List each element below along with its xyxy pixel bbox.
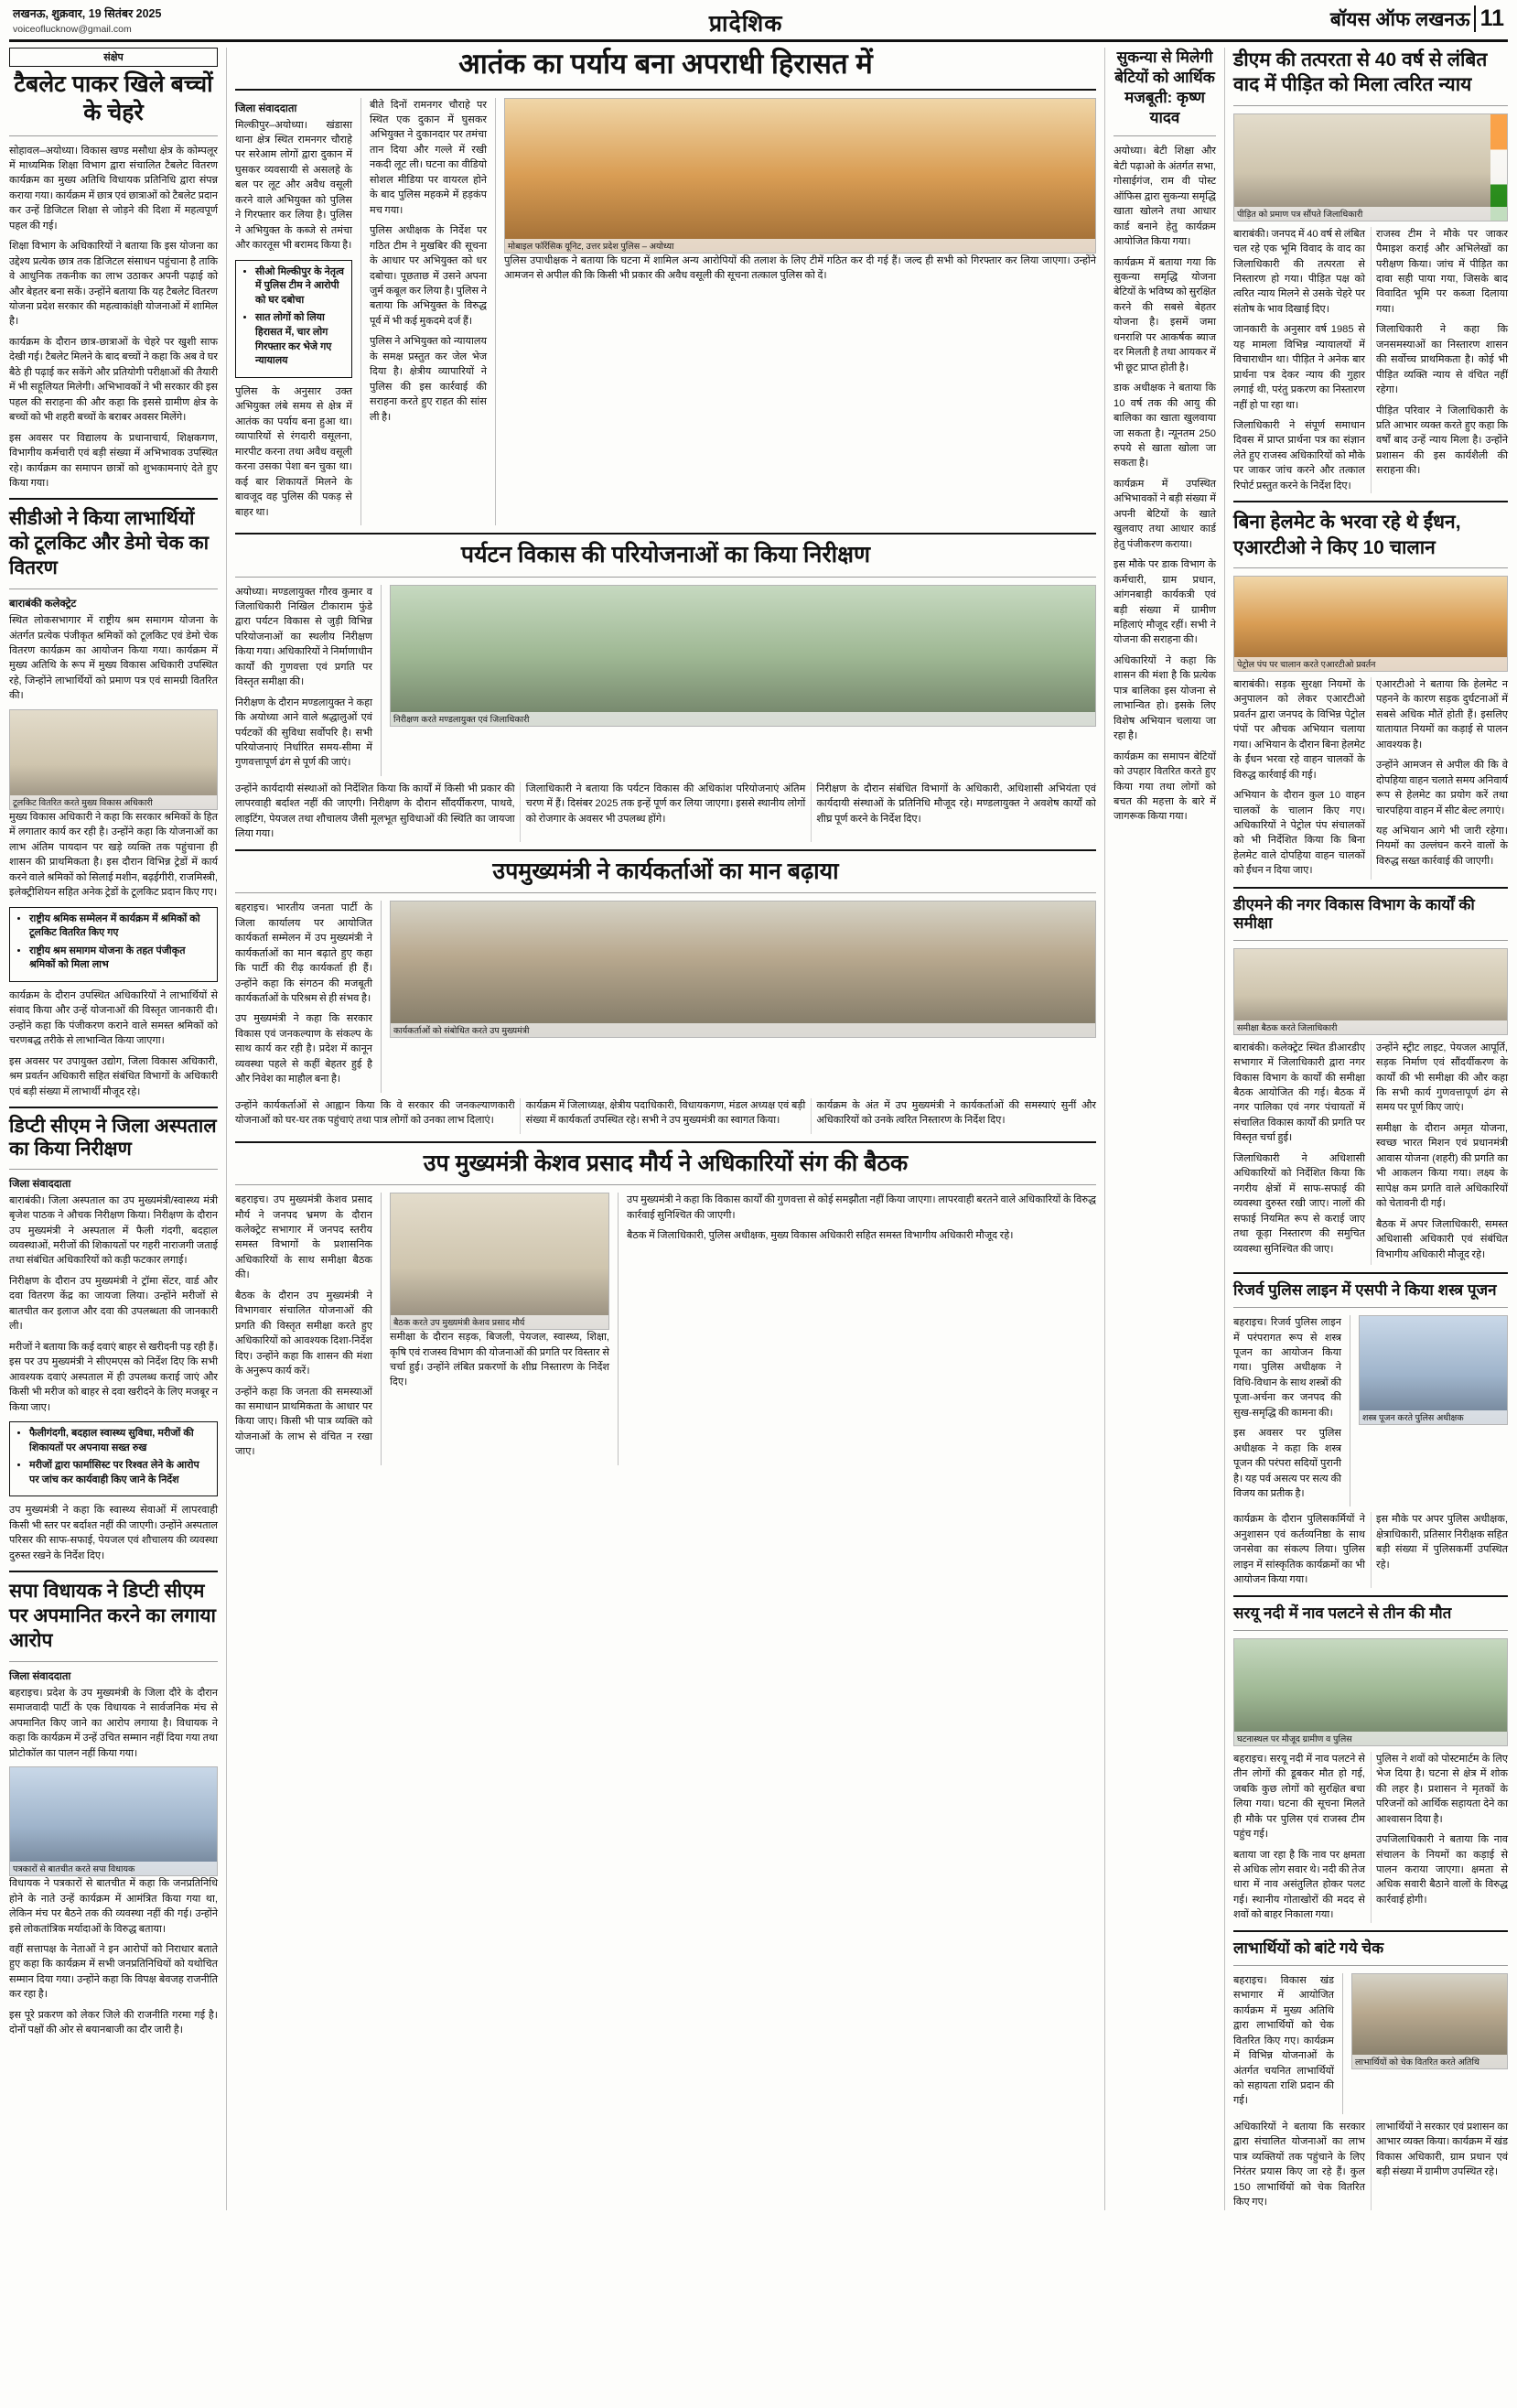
keshav-para-5: उप मुख्यमंत्री ने कहा कि विकास कार्यों की गुणवत्ता से कोई समझौता नहीं किया जाएगा। लापरवाही बरतने वाले अधिकारियों के विरुद्ध कार्रवाई सुनिश्चित की जाएगी।	[627, 1194, 1096, 1221]
headline-keshav: उप मुख्यमंत्री केशव प्रसाद मौर्य ने अधिकारियों संग की बैठक	[423, 1150, 909, 1176]
tourism-para-2: निरीक्षण के दौरान मण्डलायुक्त ने कहा कि अयोध्या आने वाले श्रद्धालुओं एवं पर्यटकों की सुविधा सर्वोपरि है। सभी परियोजनाएं निर्धारित समय-सीमा में गुणवत्तापूर्ण ढंग से पूर्ण की जाएं।	[235, 696, 372, 769]
dm-review-para-3: उन्होंने स्ट्रीट लाइट, पेयजल आपूर्ति, सड़क निर्माण एवं सौंदर्यीकरण के कार्यों की भी समीक्षा की और कहा कि सभी कार्य गुणवत्तापूर्ण ढंग से समय पर पूर्ण किए जाएं।	[1376, 1042, 1508, 1114]
headline-dycm: उपमुख्यमंत्री ने कार्यकर्ताओं का मान बढ़ाया	[492, 858, 839, 884]
sanshep-label: संक्षेप	[9, 48, 218, 67]
keshav-para-4: समीक्षा के दौरान सड़क, बिजली, पेयजल, स्वास्थ्य, शिक्षा, कृषि एवं राजस्व विभाग की योजनाओं की प्रगति पर विस्तार से चर्चा हुई। उन्होंने लंबित प्रकरणों के शीघ्र निस्तारण के निर्देश दिए।	[390, 1332, 609, 1388]
arrest-highlight-2: • सात लोगों को लिया हिरासत में, चार लोग गिरफ्तार कर भेजे गए न्यायालय	[255, 311, 345, 368]
keshav-para-2: बैठक के दौरान उप मुख्यमंत्री ने विभागवार संचालित योजनाओं की प्रगति की विस्तृत समीक्षा करते हुए अधिकारियों को आवश्यक दिशा-निर्देश दिए। उन्होंने कहा कि शासन की मंशा के अनुरूप कार्य करें।	[235, 1290, 372, 1377]
tourism-para-4: जिलाधिकारी ने बताया कि पर्यटन विकास की अधिकांश परियोजनाएं अंतिम चरण में हैं। दिसंबर 2025 तक इन्हें पूर्ण कर लिया जाएगा। इससे स्थानीय लोगों को रोजगार के अवसर भी उपलब्ध होंगे।	[525, 783, 806, 825]
hospital-highlight-1: • फैलीगंदगी, बदहाल स्वास्थ्य सुविधा, मरीजों की शिकायतों पर अपनाया सख्त रुख	[29, 1427, 210, 1455]
hospital-highlight-2: • मरीजों द्वारा फार्मासिस्ट पर रिश्वत लेने के आरोप पर जांच कर कार्यवाही किए जाने के निर्देश	[29, 1459, 210, 1487]
helmet-para-1: बाराबंकी। सड़क सुरक्षा नियमों के अनुपालन को लेकर एआरटीओ प्रवर्तन द्वारा जनपद के विभिन्न पेट्रोल पंपों पर औचक अभियान चलाया गया। अभियान के दौरान बिना हेलमेट के ईंधन भरवा रहे वाहन चालकों के विरुद्ध कार्रवाई की गई।	[1233, 678, 1365, 781]
dm-para-6: पीड़ित परिवार ने जिलाधिकारी के प्रति आभार व्यक्त करते हुए कहा कि वर्षों बाद उन्हें न्याय मिला है। उन्होंने प्रशासन की इस कार्यशैली की सराहना की।	[1376, 405, 1508, 477]
column-1	[9, 48, 218, 2210]
dycm-para-4: कार्यक्रम में जिलाध्यक्ष, क्षेत्रीय पदाधिकारी, विधायकगण, मंडल अध्यक्ष एवं बड़ी संख्या में कार्यकर्ता उपस्थित रहे। सभी ने उप मुख्यमंत्री का स्वागत किया।	[525, 1099, 806, 1127]
page-grid	[9, 48, 1508, 2210]
helmet-para-3: एआरटीओ ने बताया कि हेलमेट न पहनने के कारण सड़क दुर्घटनाओं में सबसे अधिक मौतें होती हैं। इसलिए यातायात नियमों का कड़ाई से पालन आवश्यक है।	[1376, 678, 1508, 750]
dm-review-photo-caption: समीक्षा बैठक करते जिलाधिकारी	[1234, 1020, 1507, 1034]
sukanya-para-6: अधिकारियों ने कहा कि शासन की मंशा है कि प्रत्येक पात्र बालिका इस योजना से लाभान्वित हो। इसके लिए विशेष अभियान चलाया जा रहा है।	[1114, 654, 1216, 742]
masthead-right	[1330, 5, 1504, 32]
keshav-para-1: बहराइच। उप मुख्यमंत्री केशव प्रसाद मौर्य ने जनपद भ्रमण के दौरान कलेक्ट्रेट सभागार में जनपद स्तरीय समस्त विभागों के प्रशासनिक अधिकारियों के साथ समीक्षा बैठक की।	[235, 1194, 372, 1281]
arrest-highlight-1: • सीओ मिल्कीपुर के नेतृत्व में पुलिस टीम ने आरोपी को घर दबोचा	[255, 265, 345, 308]
dm-review-para-1: बाराबंकी। कलेक्ट्रेट स्थित डीआरडीए सभागार में जिलाधिकारी द्वारा नगर विकास विभाग के कार्यों की समीक्षा बैठक आयोजित की गई। बैठक में नगर पालिका एवं नगर पंचायतों में संचालित विकास कार्यों की प्रगति पर विस्तृत चर्चा हुई।	[1233, 1042, 1365, 1144]
keshav-photo	[390, 1193, 609, 1330]
tablet-para-1: सोहावल–अयोध्या। विकास खण्ड मसौधा क्षेत्र के कोम्पलूर में माध्यमिक शिक्षा विभाग द्वारा संचालित टैबलेट वितरण कार्यक्रम का मुख्य अतिथि विधायक प्रतिनिधि द्वारा संपन्न कराया गया। कार्यक्रम में छात्र एवं छात्राओं को टैबलेट प्रदान कर उन्हें डिजिटल शिक्षा से जोड़ने की दिशा में महत्वपूर्ण पहल की गई।	[9, 145, 218, 232]
arrest-para-6: पुलिस उपाधीक्षक ने बताया कि घटना में शामिल अन्य आरोपियों की तलाश के लिए टीमें गठित कर दी गई हैं। जल्द ही सभी को गिरफ्तार कर लिया जाएगा। उन्होंने आमजन से अपील की कि किसी भी प्रकार की अवैध वसूली की सूचना तत्काल पुलिस को दें।	[504, 254, 1096, 282]
shastra-para-1: बहराइच। रिजर्व पुलिस लाइन में परंपरागत रूप से शस्त्र पूजन का आयोजन किया गया। पुलिस अधीक्षक ने विधि-विधान के साथ शस्त्रों की पूजा-अर्चना कर जनपद की सुख-समृद्धि की कामना की।	[1233, 1317, 1341, 1419]
headline-dm-review: डीएमने की नगर विकास विभाग के कार्यों की समीक्षा	[1233, 895, 1475, 932]
column-2	[235, 48, 1096, 2210]
cheque-photo-caption: लाभार्थियों को चेक वितरित करते अतिथि	[1352, 2055, 1507, 2068]
column-4	[1233, 48, 1508, 2210]
dm-review-photo	[1233, 948, 1508, 1035]
cdo-para-4: इस अवसर पर उपायुक्त उद्योग, जिला विकास अधिकारी, श्रम प्रवर्तन अधिकारी सहित संबंधित विभागों के अधिकारी एवं बड़ी संख्या में लाभार्थी मौजूद रहे।	[9, 1055, 218, 1097]
cdo-photo-caption: टूलकिट वितरित करते मुख्य विकास अधिकारी	[10, 795, 217, 809]
arrest-para-4: पुलिस अधीक्षक के निर्देश पर गठित टीम ने मुखबिर की सूचना के आधार पर अभियुक्त को धर दबोचा। पूछताछ में उसने अपना जुर्म कबूल कर लिया है। पुलिस ने बताया कि अभियुक्त के विरुद्ध पूर्व में भी कई मुकदमे दर्ज हैं।	[370, 225, 487, 327]
saryu-para-4: उपजिलाधिकारी ने बताया कि नाव संचालन के नियमों का कड़ाई से पालन कराया जाएगा। क्षमता से अधिक सवारी बैठाने वालों के विरुद्ध कार्रवाई होगी।	[1376, 1834, 1508, 1906]
saryu-photo	[1233, 1638, 1508, 1746]
headline-dm-justice: डीएम की तत्परता से 40 वर्ष से लंबित वाद में पीड़ित को मिला त्वरित न्याय	[1233, 49, 1488, 96]
tablet-para-2: शिक्षा विभाग के अधिकारियों ने बताया कि इस योजना का उद्देश्य प्रत्येक छात्र तक डिजिटल संसाधन पहुंचाना है ताकि वे आधुनिक तकनीक का लाभ उठाकर अपनी पढ़ाई को और बेहतर बना सकें। उन्होंने बताया कि यह टैबलेट वितरण योजना प्रदेश सरकार की महत्वाकांक्षी योजनाओं में शामिल है।	[9, 241, 218, 328]
headline-tablet: टैबलेट पाकर खिले बच्चों के चेहरे	[14, 71, 213, 126]
page-number: 11	[1474, 5, 1504, 32]
headline-cheque-distribution: लाभार्थियों को बांटे गये चेक	[1233, 1938, 1384, 1957]
dm-para-4: राजस्व टीम ने मौके पर जाकर पैमाइश कराई और अभिलेखों का परीक्षण किया। जांच में पीड़ित का दावा सही पाया गया, जिसके बाद विवादित भूमि पर कब्जा दिलाया गया।	[1376, 228, 1508, 315]
dm-para-1: बाराबंकी। जनपद में 40 वर्ष से लंबित चल रहे एक भूमि विवाद के वाद का जिलाधिकारी की तत्परता से निस्तारण हो गया। पीड़ित पक्ष को त्वरित न्याय मिलने से उसके चेहरे पर संतोष के भाव दिखाई दिए।	[1233, 228, 1365, 315]
tourism-photo-caption: निरीक्षण करते मण्डलायुक्त एवं जिलाधिकारी	[391, 712, 1095, 726]
cdo-highlight-1: • राष्ट्रीय श्रमिक सम्मेलन में कार्यक्रम में श्रमिकों को टूलकिट वितरित किए गए	[29, 912, 210, 941]
headline-cdo: सीडीओ ने किया लाभार्थियों को टूलकिट और डेमो चेक का वितरण	[9, 508, 210, 579]
masthead	[9, 0, 1508, 42]
arrest-para-1: मिल्कीपुर–अयोध्या। खंडासा थाना क्षेत्र स्थित रामनगर चौराहे पर सरेआम लोगों द्वारा दुकान में घुसकर व्यवसायी से असलहे के बल पर लूट और अवैध वसूली करने वाले अभियुक्त को पुलिस ने गिरफ्तार कर लिया है। पुलिस ने अभियुक्त के कब्जे से तमंचा और कारतूस भी बरामद किया है।	[235, 119, 352, 252]
dm-photo-caption: पीड़ित को प्रमाण पत्र सौंपते जिलाधिकारी	[1234, 207, 1507, 221]
cheque-para-1: बहराइच। विकास खंड सभागार में आयोजित कार्यक्रम में मुख्य अतिथि द्वारा लाभार्थियों को चेक वितरित किए गए। कार्यक्रम में विभिन्न योजनाओं के अंतर्गत चयनित लाभार्थियों को सहायता राशि प्रदान की गई।	[1233, 1974, 1334, 2107]
arrest-highlight-box	[235, 260, 352, 378]
cdo-para-2: मुख्य विकास अधिकारी ने कहा कि सरकार श्रमिकों के हित में लगातार कार्य कर रही है। उन्होंने कहा कि योजनाओं का लाभ अंतिम पायदान पर खड़े व्यक्ति तक पहुंचाना ही शासन की प्राथमिकता है। इस दौरान विभिन्न ट्रेडों में कार्य करने वाले श्रमिकों को सिलाई मशीन, बढ़ईगीरी, राजमिस्त्री, इलेक्ट्रीशियन सहित अनेक ट्रेडों के टूलकिट प्रदान किए गए।	[9, 811, 218, 899]
helmet-para-2: अभियान के दौरान कुल 10 वाहन चालकों के चालान किए गए। अधिकारियों ने पेट्रोल पंप संचालकों को भी निर्देशित किया कि बिना हेलमेट वाले दोपहिया वाहन चालकों को ईंधन न दिया जाए।	[1233, 790, 1365, 877]
column-3	[1114, 48, 1216, 2210]
dycm-para-2: उप मुख्यमंत्री ने कहा कि सरकार विकास एवं जनकल्याण के संकल्प के साथ कार्य कर रही है। प्रदेश में कानून व्यवस्था पहले से कहीं बेहतर हुई है और निवेश का माहौल बना है।	[235, 1013, 372, 1085]
tourism-para-5: निरीक्षण के दौरान संबंधित विभागों के अधिकारी, अधिशासी अभियंता एवं कार्यदायी संस्थाओं के प्रतिनिधि मौजूद रहे। मण्डलायुक्त ने अवशेष कार्यों को शीघ्र पूर्ण करने के निर्देश दिए।	[816, 783, 1096, 825]
masthead-left	[13, 5, 161, 38]
dm-review-para-5: बैठक में अपर जिलाधिकारी, समस्त अधिशासी अधिकारी एवं संबंधित विभागीय अधिकारी मौजूद रहे।	[1376, 1218, 1508, 1260]
cdo-photo	[9, 709, 218, 810]
headline-hospital: डिप्टी सीएम ने जिला अस्पताल का किया निरीक्षण	[9, 1116, 217, 1160]
mla-photo	[9, 1766, 218, 1876]
dycm-para-3: उन्होंने कार्यकर्ताओं से आह्वान किया कि वे सरकार की जनकल्याणकारी योजनाओं को घर-घर तक पहुंचाएं तथा पात्र लोगों को उनका लाभ दिलाएं।	[235, 1099, 515, 1127]
dycm-para-1: बहराइच। भारतीय जनता पार्टी के जिला कार्यालय पर आयोजित कार्यकर्ता सम्मेलन में उप मुख्यमंत्री ने कार्यकर्ताओं का मान बढ़ाते हुए कहा कि पार्टी की रीढ़ कार्यकर्ता ही हैं। उन्होंने कहा कि संगठन की मजबूती कार्यकर्ताओं के परिश्रम से ही संभव है।	[235, 902, 372, 1004]
newspaper-brand: बॉयस ऑफ लखनऊ	[1329, 9, 1470, 30]
keshav-para-6: बैठक में जिलाधिकारी, पुलिस अधीक्षक, मुख्य विकास अधिकारी सहित समस्त विभागीय अधिकारी मौजूद रहे।	[627, 1230, 1014, 1241]
saryu-para-3: पुलिस ने शवों को पोस्टमार्टम के लिए भेज दिया है। घटना से क्षेत्र में शोक की लहर है। प्रशासन ने मृतकों के परिजनों को आर्थिक सहायता देने का आश्वासन दिया है।	[1376, 1753, 1508, 1825]
saryu-photo-caption: घटनास्थल पर मौजूद ग्रामीण व पुलिस	[1234, 1732, 1507, 1745]
tablet-para-4: इस अवसर पर विद्यालय के प्रधानाचार्य, शिक्षकगण, विभागीय कर्मचारी एवं बड़ी संख्या में अभिभावक उपस्थित रहे। कार्यक्रम का समापन छात्रों को शुभकामनाएं देते हुए किया गया।	[9, 432, 218, 490]
cheque-photo	[1351, 1973, 1508, 2069]
section-title: प्रादेशिक	[708, 11, 783, 37]
cheque-para-3: लाभार्थियों ने सरकार एवं प्रशासन का आभार व्यक्त किया। कार्यक्रम में खंड विकास अधिकारी, ग्राम प्रधान एवं बड़ी संख्या में ग्रामीण उपस्थित रहे।	[1376, 2121, 1508, 2178]
tourism-para-1: अयोध्या। मण्डलायुक्त गौरव कुमार व जिलाधिकारी निखिल टीकाराम फुंडे द्वारा पर्यटन विकास से जुड़ी विभिन्न परियोजनाओं का स्थलीय निरीक्षण किया गया। अधिकारियों ने निर्माणाधीन कार्यों की गुणवत्ता एवं प्रगति पर विस्तृत समीक्षा की।	[235, 586, 372, 688]
helmet-photo-caption: पेट्रोल पंप पर चालान करते एआरटीओ प्रवर्तन	[1234, 657, 1507, 671]
sukanya-para-2: कार्यक्रम में बताया गया कि सुकन्या समृद्धि योजना बेटियों के भविष्य को सुरक्षित करने की सबसे बेहतर योजना है। इसमें जमा धनराशि पर आकर्षक ब्याज दर मिलती है तथा आयकर में भी छूट प्राप्त होती है।	[1114, 256, 1216, 373]
shastra-para-3: कार्यक्रम के दौरान पुलिसकर्मियों ने अनुशासन एवं कर्तव्यनिष्ठा के साथ जनसेवा का संकल्प लिया। पुलिस लाइन में सांस्कृतिक कार्यक्रमों का भी आयोजन किया गया।	[1233, 1514, 1365, 1586]
keshav-photo-caption: बैठक करते उप मुख्यमंत्री केशव प्रसाद मौर्य	[391, 1315, 608, 1329]
hospital-para-3: मरीजों ने बताया कि कई दवाएं बाहर से खरीदनी पड़ रही हैं। इस पर उप मुख्यमंत्री ने सीएमएस को निर्देश दिए कि सभी आवश्यक दवाएं अस्पताल में ही उपलब्ध कराई जाएं और किसी भी मरीज को बाहर से दवा खरीदने के लिए मजबूर न किया जाए।	[9, 1341, 218, 1413]
keshav-para-3: उन्होंने कहा कि जनता की समस्याओं का समाधान प्राथमिकता के आधार पर किया जाए। किसी भी पात्र व्यक्ति को योजनाओं के लाभ से वंचित न रखा जाए।	[235, 1386, 372, 1458]
tourism-para-3: उन्होंने कार्यदायी संस्थाओं को निर्देशित किया कि कार्यों में किसी भी प्रकार की लापरवाही बर्दाश्त नहीं की जाएगी। निरीक्षण के दौरान सौंदर्यीकरण, पाथवे, लाइटिंग, पेयजल तथा शौचालय जैसी मूलभूत सुविधाओं की स्थिति का जायजा लिया गया।	[235, 783, 515, 840]
headline-helmet: बिना हेलमेट के भरवा रहे थे ईंधन, एआरटीओ ने किए 10 चालान	[1233, 512, 1461, 558]
publication-date: लखनऊ, शुक्रवार, 19 सितंबर 2025	[13, 7, 162, 20]
cdo-highlight-2: • राष्ट्रीय श्रम समागम योजना के तहत पंजीकृत श्रमिकों को मिला लाभ	[29, 945, 210, 973]
dm-review-para-4: समीक्षा के दौरान अमृत योजना, स्वच्छ भारत मिशन एवं प्रधानमंत्री आवास योजना (शहरी) की प्रगति का भी आकलन किया गया। लक्ष्य के सापेक्ष कम प्रगति वाले अधिकारियों को चेतावनी दी गई।	[1376, 1122, 1508, 1210]
saryu-para-1: बहराइच। सरयू नदी में नाव पलटने से तीन लोगों की डूबकर मौत हो गई, जबकि कुछ लोगों को सुरक्षित बचा लिया गया। घटना की सूचना मिलते ही मौके पर पुलिस एवं राजस्व टीम पहुंच गई।	[1233, 1753, 1365, 1841]
headline-mla: सपा विधायक ने डिप्टी सीएम पर अपमानित करने का लगाया आरोप	[9, 1581, 216, 1652]
dm-photo	[1233, 113, 1508, 221]
mla-byline: जिला संवाददाता	[9, 1670, 71, 1682]
dycm-para-5: कार्यक्रम के अंत में उप मुख्यमंत्री ने कार्यकर्ताओं की समस्याएं सुनीं और अधिकारियों को उनके त्वरित निस्तारण के निर्देश दिए।	[816, 1099, 1096, 1127]
mla-para-2: विधायक ने पत्रकारों से बातचीत में कहा कि जनप्रतिनिधि होने के नाते उन्हें कार्यक्रम में आमंत्रित किया गया था, लेकिन मंच पर बैठने तक की व्यवस्था नहीं की गई। उन्होंने इसे लोकतांत्रिक मर्यादाओं के विरुद्ध बताया।	[9, 1878, 218, 1935]
sukanya-para-1: अयोध्या। बेटी शिक्षा और बेटी पढ़ाओ के अंतर्गत सभा, गोसाईगंज, राम वी पोस्ट ऑफिस द्वारा सुकन्या समृद्धि खाता खोलने तथा आधार कार्ड बनाने हेतु कार्यक्रम आयोजित किया गया।	[1114, 146, 1216, 248]
hospital-para-4: उप मुख्यमंत्री ने कहा कि स्वास्थ्य सेवाओं में लापरवाही किसी भी स्तर पर बर्दाश्त नहीं की जाएगी। उन्होंने अस्पताल परिसर की साफ-सफाई, पेयजल एवं शौचालय की व्यवस्था दुरुस्त रखने के निर्देश दिए।	[9, 1505, 218, 1561]
mla-para-1: बहराइच। प्रदेश के उप मुख्यमंत्री के जिला दौरे के दौरान समाजवादी पार्टी के एक विधायक ने सार्वजनिक मंच से अपमानित किए जाने का आरोप लगाया है। विधायक ने कहा कि कार्यक्रम में उन्हें उचित सम्मान नहीं दिया गया तथा प्रोटोकॉल का पालन नहीं किया गया।	[9, 1687, 218, 1759]
dycm-photo-caption: कार्यकर्ताओं को संबोधित करते उप मुख्यमंत्री	[391, 1023, 1095, 1037]
headline-sukanya: सुकन्या से मिलेगी बेटियों को आर्थिक मजबूती: कृष्ण यादव	[1114, 49, 1215, 127]
arrest-byline: जिला संवाददाता	[235, 103, 297, 114]
shastra-photo	[1359, 1315, 1508, 1425]
sukanya-para-7: कार्यक्रम का समापन बेटियों को उपहार वितरित करते हुए किया गया तथा लोगों को बचत की महत्ता के बारे में जागरूक किया गया।	[1114, 750, 1216, 823]
hospital-para-2: निरीक्षण के दौरान उप मुख्यमंत्री ने ट्रॉमा सेंटर, वार्ड और दवा वितरण केंद्र का जायजा लिया। उन्होंने मरीजों से बातचीत कर इलाज और दवा की उपलब्धता की जानकारी ली।	[9, 1275, 218, 1333]
headline-shastra-pujan: रिजर्व पुलिस लाइन में एसपी ने किया शस्त्र पूजन	[1233, 1281, 1497, 1299]
shastra-para-4: इस मौके पर अपर पुलिस अधीक्षक, क्षेत्राधिकारी, प्रतिसार निरीक्षक सहित बड़ी संख्या में पुलिसकर्मी उपस्थित रहे।	[1376, 1514, 1508, 1571]
headline-tourism: पर्यटन विकास की परियोजनाओं का किया निरीक्षण	[460, 542, 871, 567]
hospital-para-1: बाराबंकी। जिला अस्पताल का उप मुख्यमंत्री/स्वास्थ्य मंत्री बृजेश पाठक ने औचक निरीक्षण किया। निरीक्षण के दौरान उप मुख्यमंत्री ने अस्पताल में फैली गंदगी, बदहाल व्यवस्थाओं, मरीजों की शिकायतों पर गहरी नाराजगी जताई तथा संबंधित अधिकारियों को कड़ी फटकार लगाई।	[9, 1194, 218, 1267]
mla-para-3: वहीं सत्तापक्ष के नेताओं ने इन आरोपों को निराधार बताते हुए कहा कि कार्यक्रम में सभी जनप्रतिनिधियों को यथोचित सम्मान दिया गया। उन्होंने कहा कि विपक्ष बेवजह राजनीति कर रहा है।	[9, 1943, 218, 2001]
contact-email: voiceoflucknow@gmail.com	[13, 23, 132, 35]
tablet-para-3: कार्यक्रम के दौरान छात्र-छात्राओं के चेहरे पर खुशी साफ देखी गई। टैबलेट मिलने के बाद बच्चों ने कहा कि अब वे घर बैठे ही पढ़ाई कर सकेंगे और प्रतियोगी परीक्षाओं की तैयारी में भी सहूलियत मिलेगी। अभिभावकों ने भी सरकार की इस पहल की सराहना की और कहा कि इससे ग्रामीण क्षेत्र के बच्चों को भी शहरी बच्चों के बराबर अवसर मिलेंगे।	[9, 336, 218, 424]
helmet-para-5: यह अभियान आगे भी जारी रहेगा। नियमों का उल्लंघन करने वालों के विरुद्ध सख्त कार्रवाई की जाएगी।	[1376, 825, 1508, 867]
tourism-photo	[390, 585, 1096, 727]
arrest-para-5: पुलिस ने अभियुक्त को न्यायालय के समक्ष प्रस्तुत कर जेल भेज दिया है। क्षेत्रीय व्यापारियों ने पुलिस की इस कार्रवाई की सराहना करते हुए राहत की सांस ली है।	[370, 336, 487, 423]
dm-para-5: जिलाधिकारी ने कहा कि जनसमस्याओं का निस्तारण शासन की सर्वोच्च प्राथमिकता है। कोई भी पीड़ित व्यक्ति न्याय से वंचित नहीं रहेगा।	[1376, 324, 1508, 396]
hospital-highlight-box	[9, 1421, 218, 1496]
dycm-photo	[390, 901, 1096, 1038]
hospital-byline: जिला संवाददाता	[9, 1178, 71, 1190]
shastra-photo-caption: शस्त्र पूजन करते पुलिस अधीक्षक	[1360, 1410, 1507, 1424]
sukanya-para-4: कार्यक्रम में उपस्थित अभिभावकों ने बड़ी संख्या में अपनी बेटियों के खाते खुलवाए तथा आधार कार्ड हेतु पंजीकरण कराया।	[1114, 478, 1216, 550]
forensic-van-photo	[504, 98, 1096, 254]
sukanya-para-3: डाक अधीक्षक ने बताया कि 10 वर्ष तक की आयु की बालिका का खाता खुलवाया जा सकता है। न्यूनतम 250 रुपये से खाता खोला जा सकता है।	[1114, 383, 1216, 470]
headline-saryu-boat: सरयू नदी में नाव पलटने से तीन की मौत	[1233, 1604, 1452, 1622]
helmet-photo	[1233, 576, 1508, 672]
dm-para-2: जानकारी के अनुसार वर्ष 1985 से यह मामला विभिन्न न्यायालयों में विचाराधीन था। पीड़ित ने अनेक बार प्रार्थना पत्र देकर न्याय की गुहार लगाई थी, परंतु प्रकरण का निस्तारण नहीं हो पा रहा था।	[1233, 324, 1365, 411]
helmet-para-4: उन्होंने आमजन से अपील की कि वे दोपहिया वाहन चलाते समय अनिवार्य रूप से हेलमेट का प्रयोग करें तथा चारपहिया वाहन में सीट बेल्ट लगाएं।	[1376, 760, 1508, 816]
mla-photo-caption: पत्रकारों से बातचीत करते सपा विधायक	[10, 1862, 217, 1875]
cheque-para-2: अधिकारियों ने बताया कि सरकार द्वारा संचालित योजनाओं का लाभ पात्र व्यक्तियों तक पहुंचाने के लिए निरंतर प्रयास किए जा रहे हैं। कुल 150 लाभार्थियों को चेक वितरित किए गए।	[1233, 2121, 1365, 2208]
shastra-para-2: इस अवसर पर पुलिस अधीक्षक ने कहा कि शस्त्र पूजन की परंपरा सदियों पुरानी है। यह पर्व असत्य पर सत्य की विजय का प्रतीक है।	[1233, 1428, 1341, 1500]
sukanya-para-5: इस मौके पर डाक विभाग के कर्मचारी, ग्राम प्रधान, आंगनबाड़ी कार्यकत्री एवं बड़ी संख्या में ग्रामीण महिलाएं मौजूद रहीं। सभी ने योजना की सराहना की।	[1114, 559, 1216, 646]
saryu-para-2: बताया जा रहा है कि नाव पर क्षमता से अधिक लोग सवार थे। नदी की तेज धारा में नाव असंतुलित होकर पलट गई। स्थानीय गोताखोरों की मदद से शवों को बाहर निकाला गया।	[1233, 1849, 1365, 1921]
mla-para-4: इस पूरे प्रकरण को लेकर जिले की राजनीति गरमा गई है। दोनों पक्षों की ओर से बयानबाजी का दौर जारी है।	[9, 2009, 218, 2036]
dm-para-3: जिलाधिकारी ने संपूर्ण समाधान दिवस में प्राप्त प्रार्थना पत्र का संज्ञान लेते हुए राजस्व अधिकारियों को मौके पर जाकर जांच करने और तत्काल रिपोर्ट प्रस्तुत करने के निर्देश दिए।	[1233, 420, 1365, 491]
dm-review-para-2: जिलाधिकारी ने अधिशासी अधिकारियों को निर्देशित किया कि नगरीय क्षेत्रों में साफ-सफाई की व्यवस्था दुरुस्त रखी जाए। नालों की सफाई नियमित रूप से कराई जाए तथा कूड़ा निस्तारण की समुचित व्यवस्था सुनिश्चित की जाए।	[1233, 1152, 1365, 1255]
headline-criminal-arrest: आतंक का पर्याय बना अपराधी हिरासत में	[458, 48, 873, 80]
cdo-para-1: स्थित लोकसभागार में राष्ट्रीय श्रम समागम योजना के अंतर्गत प्रत्येक पंजीकृत श्रमिकों को टूलकिट एवं डेमो चेक वितरण कार्यक्रम का आयोजन किया गया। कार्यक्रम में मुख्य अतिथि के रूप में मुख्य विकास अधिकारी उपस्थित रहे, जिन्होंने लाभार्थियों को प्रमाण पत्र एवं सामग्री वितरित की।	[9, 615, 218, 702]
cdo-para-3: कार्यक्रम के दौरान उपस्थित अधिकारियों ने लाभार्थियों से संवाद किया और उन्हें योजनाओं की विस्तृत जानकारी दी। उन्होंने कहा कि पंजीकरण कराने वाले समस्त श्रमिकों को चरणबद्ध तरीके से लाभान्वित किया जाएगा।	[9, 989, 218, 1047]
cdo-byline: बाराबंकी कलेक्ट्रेट	[9, 599, 77, 610]
arrest-para-2: पुलिस के अनुसार उक्त अभियुक्त लंबे समय से क्षेत्र में आतंक का पर्याय बना हुआ था। व्यापारियों से रंगदारी वसूलना, मारपीट करना तथा अवैध वसूली करना उसका पेशा बन चुका था। कई बार शिकायतें मिलने के बावजूद वह पुलिस की पकड़ से बाहर था।	[235, 385, 352, 518]
forensic-van-caption: मोबाइल फॉरेंसिक यूनिट, उत्तर प्रदेश पुलिस – अयोध्या	[505, 239, 1095, 253]
cdo-highlight-box	[9, 907, 218, 982]
arrest-para-3: बीते दिनों रामनगर चौराहे पर स्थित एक दुकान में घुसकर अभियुक्त ने दुकानदार पर तमंचा तान दिया और गल्ले में रखी नकदी लूट ली। घटना का वीडियो सोशल मीडिया पर वायरल होने के बाद पुलिस महकमे में हड़कंप मच गया।	[370, 99, 487, 216]
